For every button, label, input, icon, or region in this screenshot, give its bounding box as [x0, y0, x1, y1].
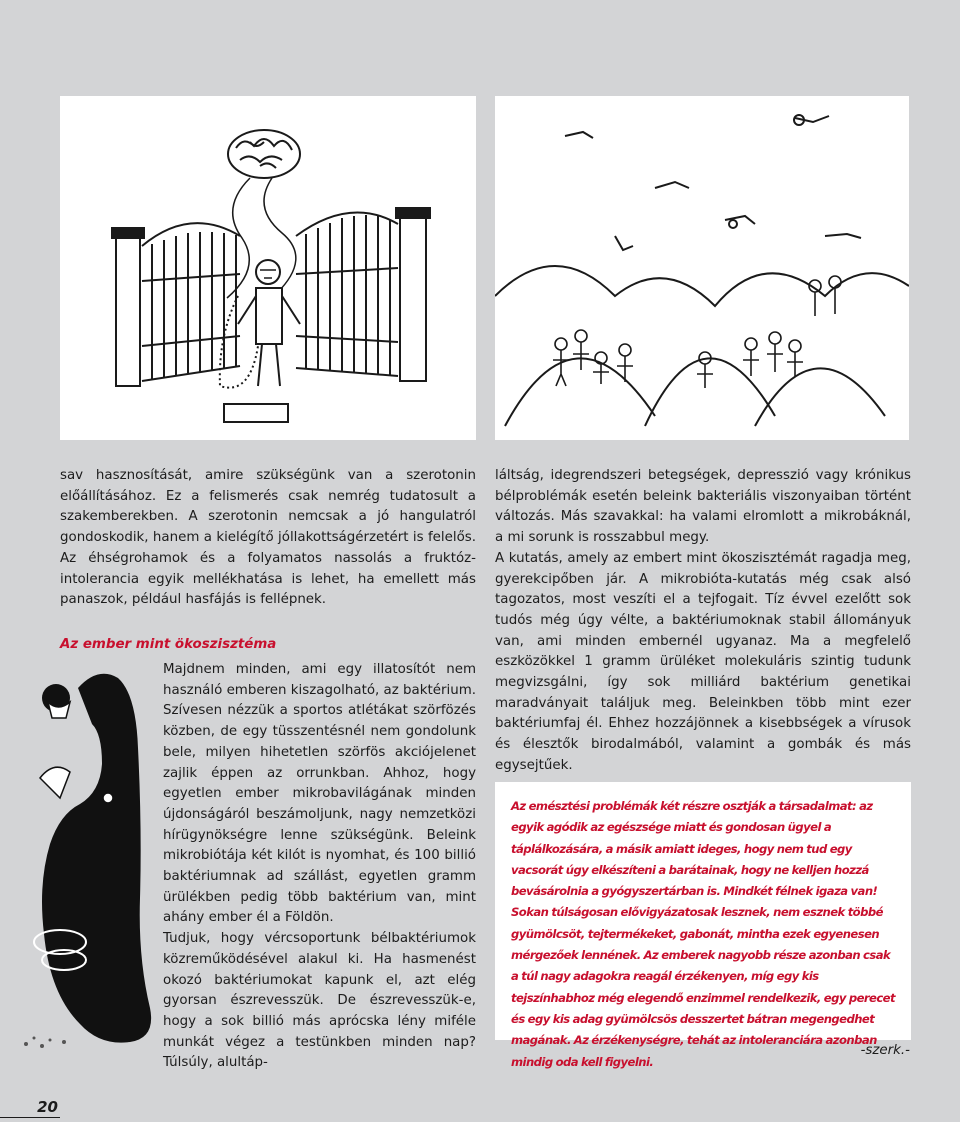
paragraph: Tudjuk, hogy vércsoportunk bélbaktériumok közreműködésével alakul ki. Ha hasmenést okozó baktériumokat kapunk el, azt elég gyorsan észrevesszük. De észrevesszük-e, hogy a sok billió más aprócska lény miféle munkát végez a testünkben minden nap? Túlsúly, alultáp-: [163, 931, 476, 1071]
right-column: [495, 466, 911, 777]
paragraph: láltság, idegrendszeri betegségek, depresszió vagy krónikus bélproblémák esetén beleink bakteriális viszonyaiban történt változás. Más szavakkal: ha valami elromlott a mikrobáknál, a mi sorunk is rosszabbul megy.: [495, 468, 911, 546]
paragraph: Majdnem minden, ami egy illatosítót nem használó emberen kiszagolható, az baktérium. Szívesen nézzük a sportos atlétákat szörfözés közben, de egy tüsszentésnél nem gondolunk bele, milyen hihetetlen szörfös akciójelenet zajlik éppen az orrunkban. Ahhoz, hogy egyetlen ember mikrobavilágának minden újdonságáról beszámoljunk, nagy nemzetközi hírügynökségre lenne szükségünk. Beleink mikrobiótája két kilót is nyomhat, és 100 billió baktériumnak ad szállást, egyetlen gramm ürülékben pedig több baktérium van, mint ahány ember él a Földön.: [163, 662, 476, 926]
bacterium-figure: [20, 660, 170, 1060]
bacterium-drawing: [20, 660, 170, 1060]
page-number: 20: [0, 1098, 60, 1118]
gate-illustration: [60, 96, 476, 440]
left-column-top: [60, 466, 476, 611]
left-column-narrow: [163, 660, 476, 1074]
gate-drawing: [60, 96, 476, 440]
paragraph: A kutatás, amely az embert mint ökoszisztémát ragadja meg, gyerekcipőben jár. A mikrobióta-kutatás még csak alsó tagozatos, most veszíti el a tejfogait. Tíz évvel ezelőtt sok tudós még úgy vélte, a baktériumoknak stabil állományuk van, ami minden embernél ugyanaz. Ma a megfelelő eszközökkel 1 gramm ürüléket molekuláris szintig tudunk megvizsgálni, így sok milliárd baktérium genetikai maradványait találjuk meg. Beleinkben több mint ezer baktériumfaj él. Ehhez hozzájönnek a kisebbségek a vírusok és élesztők birodalmából, valamint a gombák és más egysejtűek.: [495, 550, 911, 773]
paragraph: sav hasznosítását, amire szükségünk van a szerotonin előállításához. Ez a felismerés csak nemrég tudatosult a szakemberekben. A szerotonin nemcsak a jó hangulatról gondoskodik, hanem a kielégítő jóllakottságérzetért is felelős. Az éhségrohamok és a folyamatos nassolás a fruktóz-intolerancia egyik mellékhatása is lehet, ha emellett más panaszok, például hasfájás is fellépnek.: [60, 468, 476, 608]
hills-drawing: [495, 96, 909, 440]
hills-illustration: [495, 96, 909, 440]
signature: -szerk.-: [860, 1043, 910, 1058]
callout-text: Az emésztési problémák két részre osztják a társadalmat: az egyik agódik az egészsége miatt és gondosan ügyel a táplálkozására, a másik amiatt ideges, hogy nem tud egy vacsorát úgy elkészíteni a barátainak, hogy ne kelljen hozzá bevásárolnia a gyógyszertárban is. Mindkét félnek igaza van! Sokan túlságosan elővigyázatosak lesznek, nem esznek többé gyümölcsöt, tejtermékeket, gabonát, mintha ezek egyenesen mérgezőek lennének. Az emberek nagyobb része azonban csak a túl nagy adagokra reagál érzékenyen, míg egy kis tejszínhabhoz még elegendő enzimmel rendelkezik, egy perecet és egy kis adag gyümölcsös desszertet bátran megengedhet magának. Az érzékenységre, tehát az intoleranciára azonban mindig oda kell figyelni.: [511, 799, 895, 1069]
section-heading: Az ember mint ökoszisztéma: [60, 637, 277, 652]
